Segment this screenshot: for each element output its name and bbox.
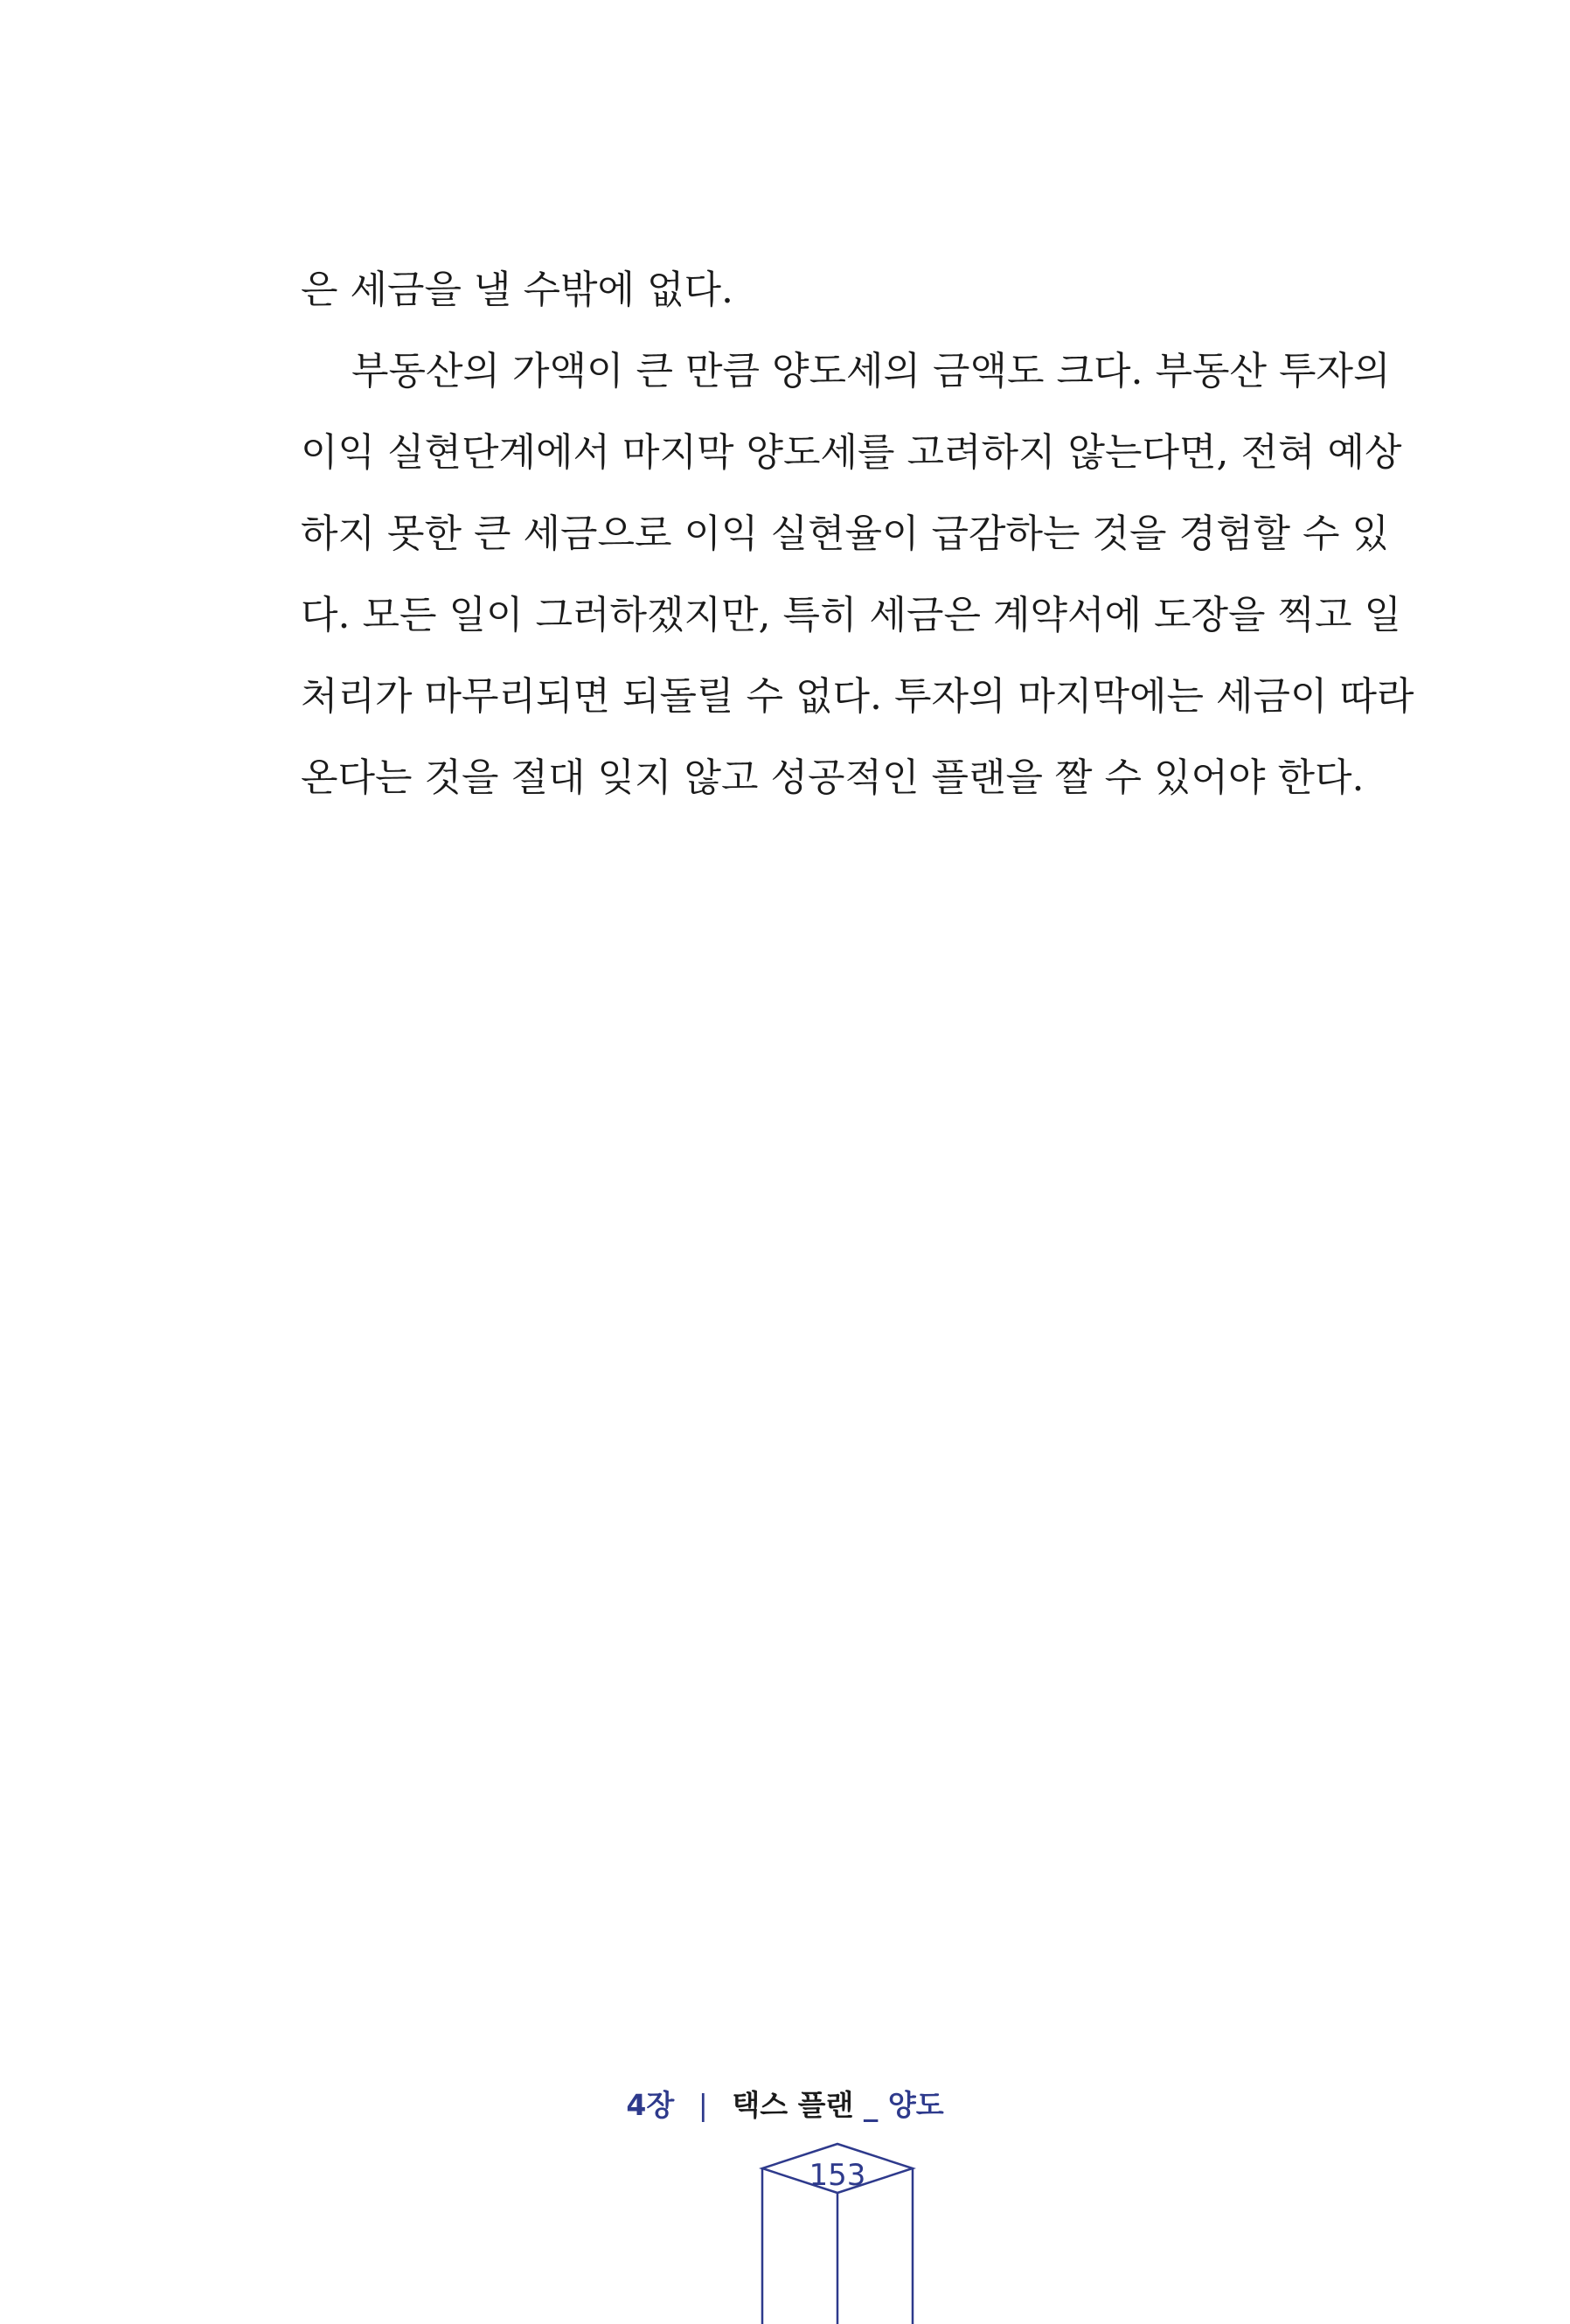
running-footer	[0, 2083, 1570, 2124]
chapter-label: 4장	[626, 2088, 675, 2122]
page-number: 153	[809, 2158, 866, 2193]
paragraph-line: 은 세금을 낼 수밖에 없다.	[301, 268, 733, 312]
paragraph-line: 하지 못한 큰 세금으로 이익 실현율이 급감하는 것을 경험할 수 있	[301, 511, 1389, 556]
paragraph-line: 온다는 것을 절대 잊지 않고 성공적인 플랜을 짤 수 있어야 한다.	[301, 755, 1365, 800]
paragraph-line: 처리가 마무리되면 되돌릴 수 없다. 투자의 마지막에는 세금이 따라	[301, 674, 1414, 719]
section-subtitle: _ 양도	[863, 2088, 944, 2122]
section-title: 택스 플랜	[732, 2088, 854, 2122]
footer-separator: |	[698, 2088, 708, 2122]
paragraph-line: 다. 모든 일이 그러하겠지만, 특히 세금은 계약서에 도장을 찍고 일	[301, 593, 1401, 637]
paragraph-line: 이익 실현단계에서 마지막 양도세를 고려하지 않는다면, 전혀 예상	[301, 430, 1402, 475]
paragraph-line: 부동산의 가액이 큰 만큼 양도세의 금액도 크다. 부동산 투자의	[351, 349, 1391, 393]
body-text	[301, 249, 1414, 818]
